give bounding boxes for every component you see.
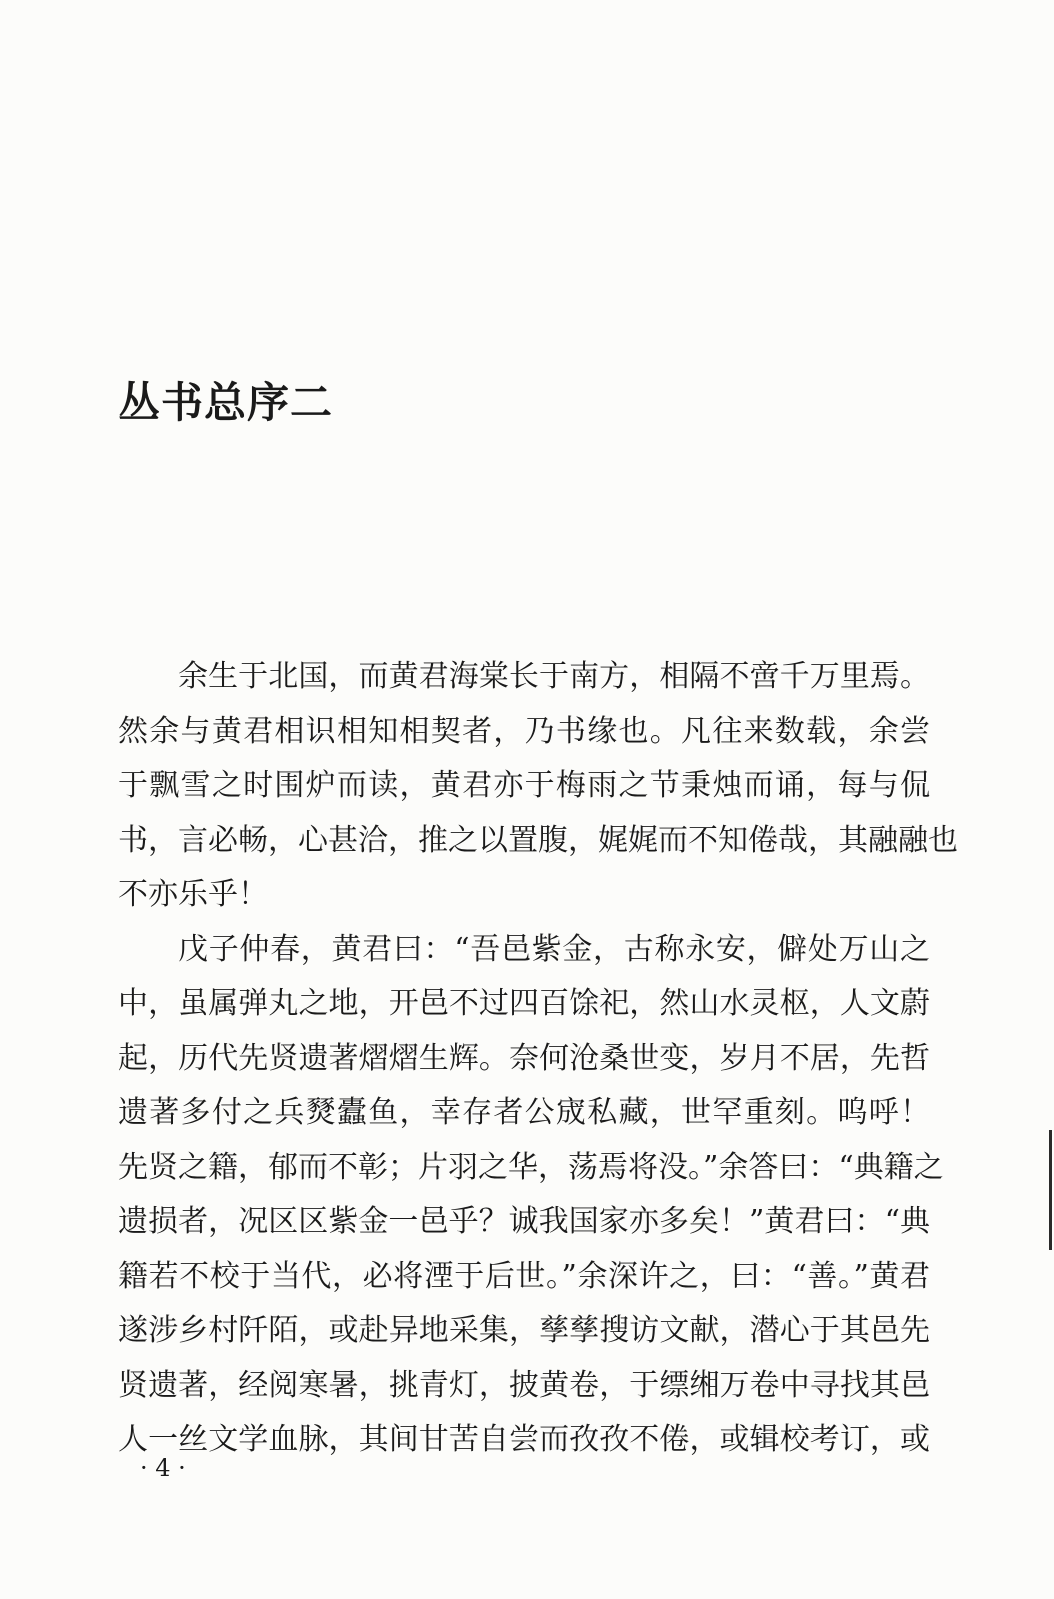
text-line: 余生于北国，而黄君海棠长于南方，相隔不啻千万里焉。	[178, 659, 930, 694]
text-line: 不亦乐乎！	[118, 877, 268, 912]
text-line: 贤遗著，经阅寒暑，挑青灯，披黄卷，于缥缃万卷中寻找其邑	[118, 1367, 930, 1403]
text-line: 先贤之籍，郁而不彰；片羽之华，荡焉将没。”余答曰：“典籍之	[118, 1149, 944, 1185]
text-line: 于飘雪之时围炉而读，黄君亦于梅雨之节秉烛而诵，每与侃	[118, 768, 930, 803]
text-line: 遗损者，况区区紫金一邑乎？诚我国家亦多矣！”黄君曰：“典	[118, 1204, 930, 1239]
text-line: 然余与黄君相识相知相契者，乃书缘也。凡往来数载，余尝	[118, 713, 930, 749]
text-line: 书，言必畅，心甚洽，推之以置腹，娓娓而不知倦哉，其融融也	[118, 822, 958, 858]
text-line: 遗著多付之兵燹蠹鱼，幸存者公宬私藏，世罕重刻。呜呼！	[118, 1095, 930, 1130]
body-text	[118, 650, 958, 1468]
text-line: 遂涉乡村阡陌，或赴异地采集，孳孳搜访文献，潜心于其邑先	[118, 1313, 930, 1348]
text-line: 戊子仲春，黄君曰：“吾邑紫金，古称永安，僻处万山之	[178, 931, 930, 967]
text-line: 起，历代先贤遗著熠熠生辉。奈何沧桑世变，岁月不居，先哲	[118, 1040, 930, 1076]
page-number: · 4 ·	[140, 1454, 186, 1482]
text-line: 籍若不校于当代，必将湮于后世。”余深许之，曰：“善。”黄君	[118, 1258, 930, 1294]
text-line: 中，虽属弹丸之地，开邑不过四百馀祀，然山水灵枢，人文蔚	[118, 986, 930, 1021]
text-line: 人一丝文学血脉，其间甘苦自尝而孜孜不倦，或辑校考订，或	[118, 1422, 930, 1457]
page-title: 丛书总序二	[118, 378, 334, 427]
binding-edge-mark	[1049, 1130, 1052, 1250]
